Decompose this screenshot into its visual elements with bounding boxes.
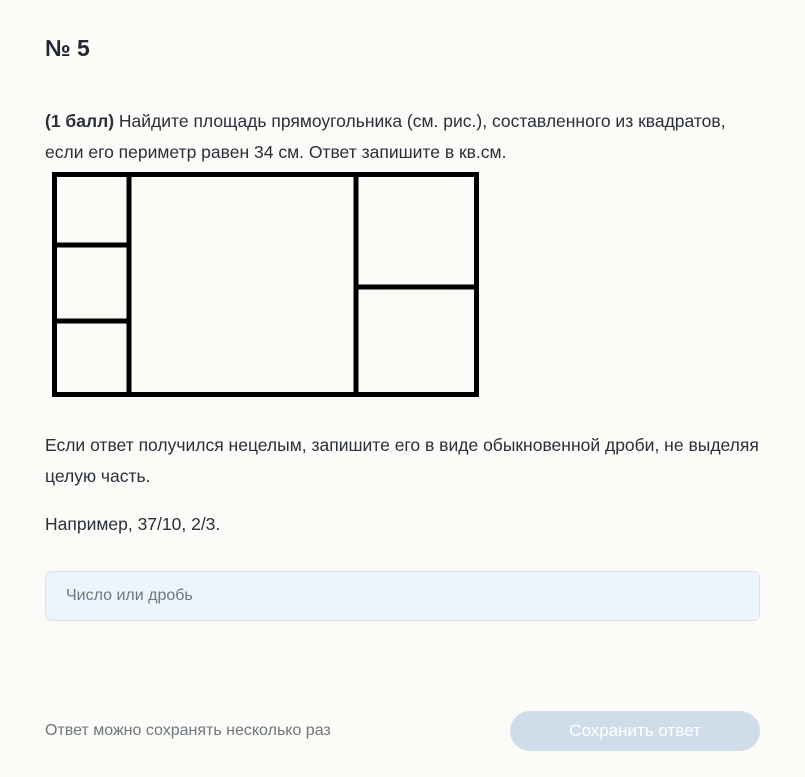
fraction-hint: Если ответ получился нецелым, запишите его в виде обыкновенной дроби, не выделяя целую часть. <box>45 435 759 486</box>
save-answer-button[interactable]: Сохранить ответ <box>510 711 760 751</box>
save-note: Ответ можно сохранять несколько раз <box>45 722 331 739</box>
answer-input[interactable] <box>45 571 760 621</box>
task-number: № 5 <box>45 35 90 61</box>
question-points: (1 балл) <box>45 111 115 131</box>
fraction-example: Например, 37/10, 2/3. <box>45 514 221 534</box>
question-text <box>45 106 745 168</box>
question-body: Найдите площадь прямоугольника (см. рис.), составленного из квадратов, если его периметр равен 34 см. Ответ запишите в кв.см. <box>45 111 726 162</box>
squares-rectangle-figure <box>51 171 481 399</box>
